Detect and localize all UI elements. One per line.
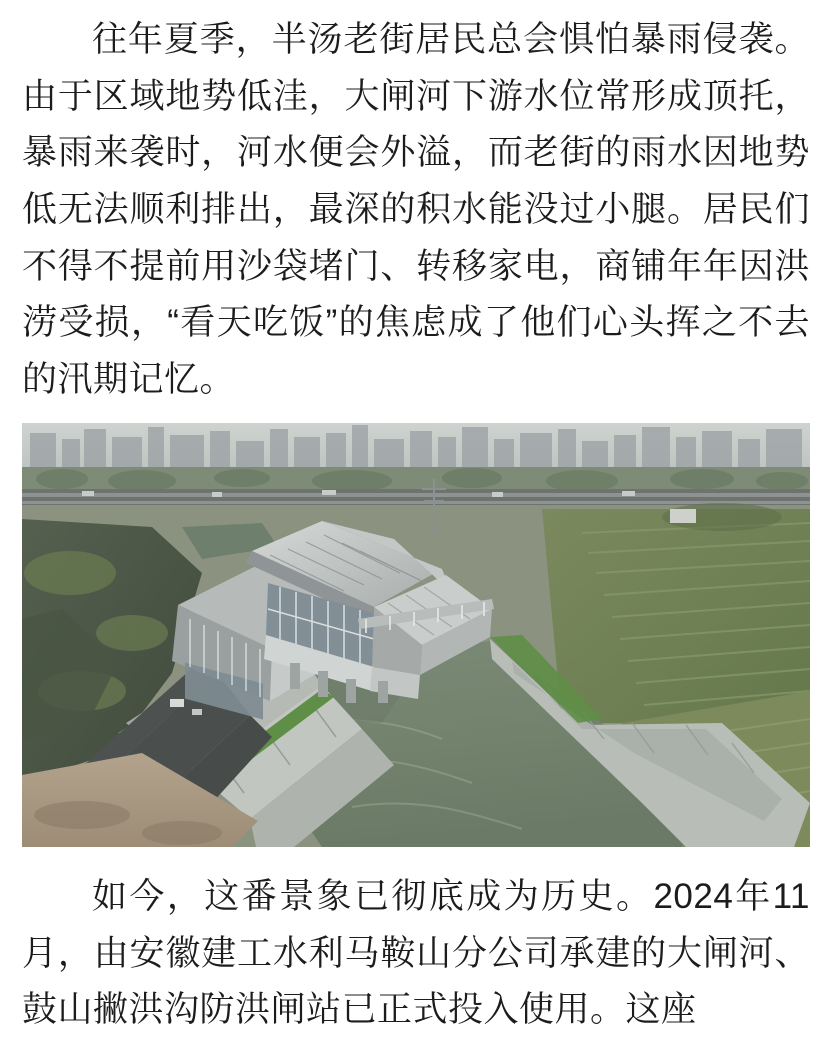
paragraph-station-today: 如今，这番景象已彻底成为历史。2024年11月，由安徽建工水利马鞍山分公司承建的大闸河、鼓山撇洪沟防洪闸站已正式投入使用。这座	[22, 876, 810, 1030]
photo-aerial-floodgate	[22, 423, 810, 847]
figure-floodgate-station	[0, 423, 828, 847]
paragraph-flood-history: 往年夏季，半汤老街居民总会惧怕暴雨侵袭。由于区域地势低洼，大闸河下游水位常形成顶托，暴雨来袭时，河水便会外溢，而老街的雨水因地势低无法顺利排出，最深的积水能没过小腿。居民们不得不提前用沙袋堵门、转移家电，商铺年年因洪涝受损，“看天吃饭”的焦虑成了他们心头挥之不去的汛期记忆。	[22, 20, 810, 400]
